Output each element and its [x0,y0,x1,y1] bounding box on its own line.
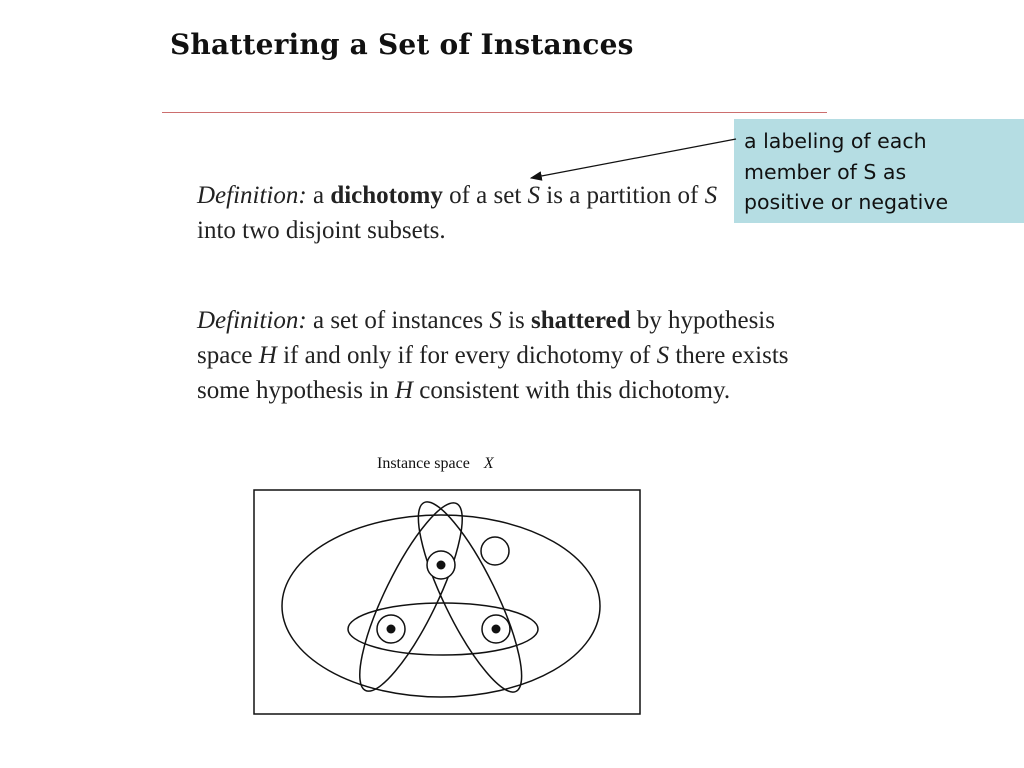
definition-text: is a partition of [540,182,705,209]
callout-line: a labeling of each [744,129,927,153]
instance-point [492,625,501,634]
definition-label: Definition: [197,182,307,209]
definition-text: by hypothesis space [197,307,775,369]
hypothesis-ellipse-right [401,491,540,703]
term-shattered: shattered [531,307,631,334]
definition-text: a set of instances [306,307,490,334]
definition-text: consistent with this dichotomy. [412,377,731,404]
term-dichotomy: dichotomy [330,182,443,209]
definition-label: Definition: [197,307,307,334]
instance-point [437,561,446,570]
hypothesis-circle-empty [481,537,509,565]
definition-text: is [501,307,531,334]
definition-text: into two disjoint subsets. [197,217,446,244]
definition-text: a [306,182,331,209]
callout-line: member of S as [744,159,907,184]
set-symbol: S [656,342,670,369]
instance-point [387,625,396,634]
slide-title: Shattering a Set of Instances [170,28,634,61]
definition-text: there exists some hypothesis in [197,342,789,404]
hypothesis-space-symbol: H [394,377,413,404]
definition-text: of a set [442,182,528,209]
set-symbol: S [704,182,718,209]
hypothesis-space-symbol: H [258,342,277,369]
callout-line: positive or negative [744,190,949,214]
instance-space-variable: X [483,455,494,472]
set-boundary-ellipse [282,515,600,697]
set-symbol: S [489,307,502,334]
hypothesis-ellipse-left [342,492,480,702]
instance-space-frame [254,490,640,714]
set-symbol: S [527,182,541,209]
definition-text: if and only if for every dichotomy of [276,342,657,369]
instance-space-text: Instance space [377,455,470,472]
